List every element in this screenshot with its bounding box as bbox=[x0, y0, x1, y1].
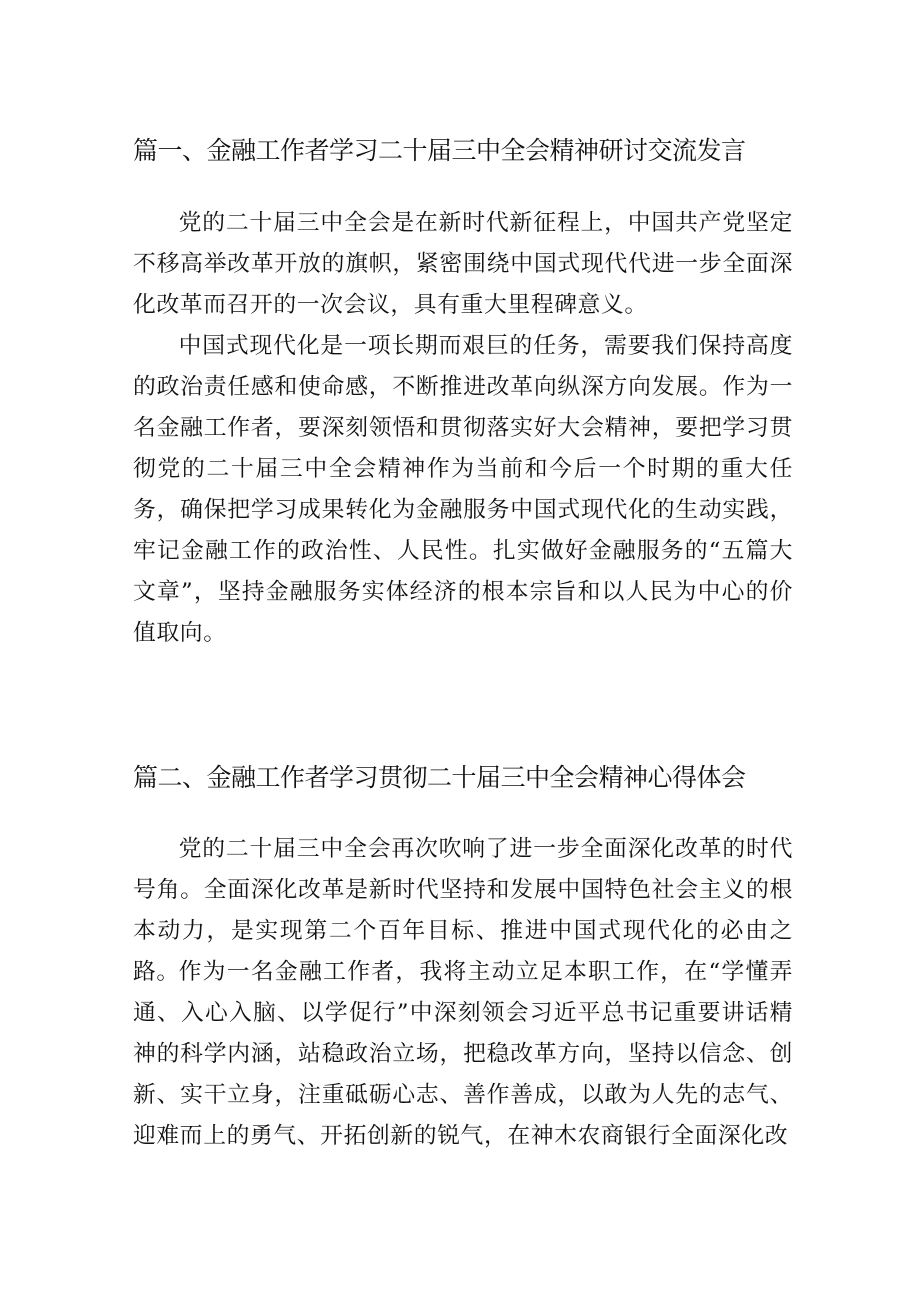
section-1-title: 篇一、金融工作者学习二十届三中全会精神研讨交流发言 bbox=[133, 136, 746, 165]
section-1-paragraph-1: 党的二十届三中全会是在新时代新征程上，中国共产党坚定不移高举改革开放的旗帜，紧密围绕中国式现代代进一步全面深化改革而召开的一次会议，具有重大里程碑意义。 bbox=[133, 210, 793, 318]
section-2-title: 篇二、金融工作者学习贯彻二十届三中全会精神心得体会 bbox=[133, 763, 746, 792]
section-1-paragraph-2: 中国式现代化是一项长期而艰巨的任务，需要我们保持高度的政治责任感和使命感，不断推进改革向纵深方向发展。作为一名金融工作者，要深刻领悟和贯彻落实好大会精神，要把学习贯彻党的二十届三中全会精神作为当前和今后一个时期的重大任务，确保把学习成果转化为金融服务中国式现代化的生动实践，牢记金融工作的政治性、人民性。扎实做好金融服务的“五篇大文章”，坚持金融服务实体经济的根本宗旨和以人民为中心的价值取向。 bbox=[133, 333, 793, 646]
section-2-paragraph-1: 党的二十届三中全会再次吹响了进一步全面深化改革的时代号角。全面深化改革是新时代坚持和发展中国特色社会主义的根本动力，是实现第二个百年目标、推进中国式现代化的必由之路。 bbox=[133, 836, 793, 985]
section-2-paragraph-2: 作为一名金融工作者，我将主动立足本职工作，在“学懂弄通、入心入脑、以学促行”中深刻领会习近平总书记重要讲话精神的科学内涵，站稳政治立场，把稳改革方向，坚持以信念、创新、实干立身，注重砥砺心志、善作善成，以敢为人先的志气、迎难而上的勇气、开拓创新的锐气，在神木农商银行全面深化改 bbox=[133, 959, 793, 1149]
